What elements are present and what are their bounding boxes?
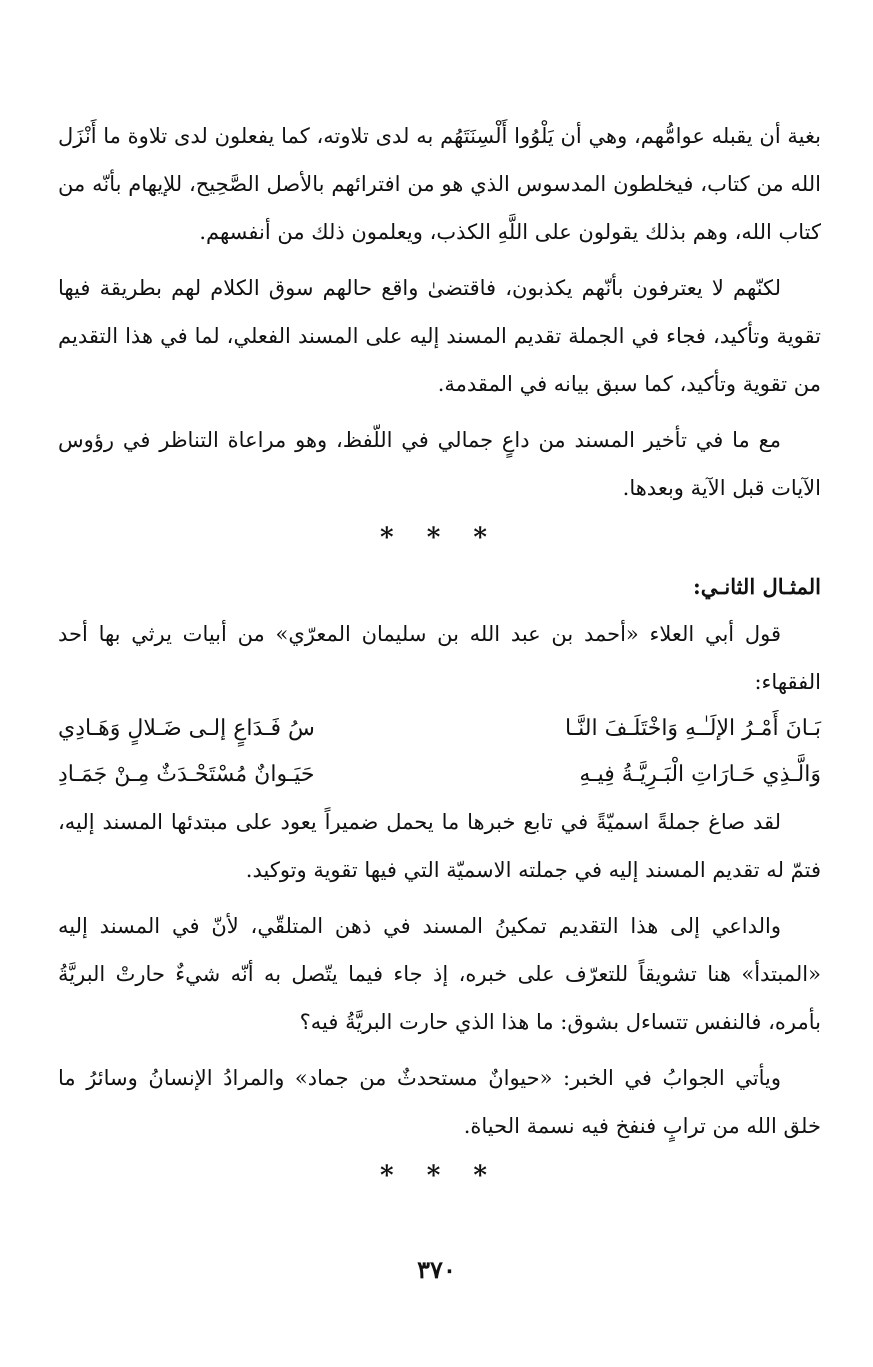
- text-line: الصَّحِيح، للإيهام بأنّه من كتاب الله، وهم بذلك يقولون على اللَّهِ الكذب،: [58, 172, 821, 244]
- paragraph-1: [58, 112, 821, 256]
- text-line: لكنّهم لا يعترفون بأنّهم يكذبون، فاقتضىٰ واقع حالهم سوق الكلام لهم: [171, 276, 781, 300]
- text-line: تلاوة ما أَنْزَل الله من كتاب، فيخلطون المدسوس الذي هو من افترائهم بالأصل: [58, 124, 821, 196]
- verse-second-hemistich: سُ فَـدَاعٍ إلـى ضَـلالٍ وَهَـادِي: [58, 716, 315, 741]
- text-line: وسائرُ ما خلق الله من ترابٍ فنفخ فيه نسمة الحياة.: [58, 1066, 821, 1138]
- poem-verses: [58, 706, 821, 798]
- paragraph-4: [58, 798, 821, 894]
- text-line: بطريقة فيها تقوية وتأكيد، فجاء في الجملة تقديم المسند إليه على المسند الفعلي،: [58, 276, 821, 348]
- section-separator: * * *: [380, 1161, 499, 1191]
- page-number: ٣٧٠: [417, 1255, 456, 1284]
- text-line: لما في هذا التقديم من تقوية وتأكيد، كما سبق بيانه في المقدمة.: [58, 324, 821, 396]
- text-line: أحد الفقهاء:: [58, 622, 821, 694]
- verse-line: [58, 706, 821, 752]
- text-line: إليه «المبتدأ» هنا تشويقاً للتعرّف على خبره، إذ جاء فيما يتّصل به أنّه شيءٌ حارتْ: [58, 914, 821, 986]
- intro-paragraph: [58, 610, 821, 706]
- text-line: بغية أن يقبله عوامُّهم، وهي أن يَلْوُوا أَلْسِنَتَهُم به لدى تلاوته، كما يفعلون لدى: [173, 124, 821, 148]
- verse-second-hemistich: حَيَـوانٌ مُسْتَحْـدَثٌ مِـنْ جَمَـادِ: [58, 762, 315, 787]
- text-line: مع ما في تأخير المسند من داعٍ جمالي في اللّفظ، وهو مراعاة التناظر في: [122, 428, 781, 452]
- verse-first-hemistich: وَالَّـذِي حَـارَاتِ الْبَـرِيَّـةُ فِيـهِ: [579, 762, 821, 787]
- verse-first-hemistich: بَـانَ أَمْـرُ الإلَـٰـهِ وَاخْتَلَـفَ النَّـا: [564, 716, 821, 741]
- text-line: رؤوس الآيات قبل الآية وبعدها.: [58, 428, 821, 500]
- section-heading: المثـال الثانـي:: [692, 574, 821, 599]
- text-line: المسند إليه، فتمّ له تقديم المسند إليه في جملته الاسميّة التي فيها تقوية وتوكيد.: [58, 810, 821, 882]
- text-line: البريَّةُ بأمره، فالنفس تتساءل بشوق: ما هذا الذي حارت البريَّةُ فيه؟: [58, 962, 821, 1034]
- paragraph-2: [58, 264, 821, 408]
- verse-line: [58, 752, 821, 798]
- text-line: ويأتي الجوابُ في الخبر: «حيوانٌ مستحدثٌ من جماد» والمرادُ الإنسانُ: [148, 1066, 781, 1090]
- text-line: ويعلمون ذلك من أنفسهم.: [199, 220, 423, 244]
- text-line: والداعي إلى هذا التقديم تمكينُ المسند في ذهن المتلقّي، لأنّ في المسند: [99, 914, 781, 938]
- section-separator: * * *: [380, 523, 499, 553]
- paragraph-5: [58, 902, 821, 1046]
- text-line: قول أبي العلاء «أحمد بن عبد الله بن سليمان المعرّي» من أبيات يرثي بها: [98, 622, 781, 646]
- text-line: لقد صاغ جملةً اسميّةً في تابع خبرها ما يحمل ضميراً يعود على مبتدئها: [170, 810, 782, 834]
- paragraph-6: [58, 1054, 821, 1150]
- paragraph-3: [58, 416, 821, 512]
